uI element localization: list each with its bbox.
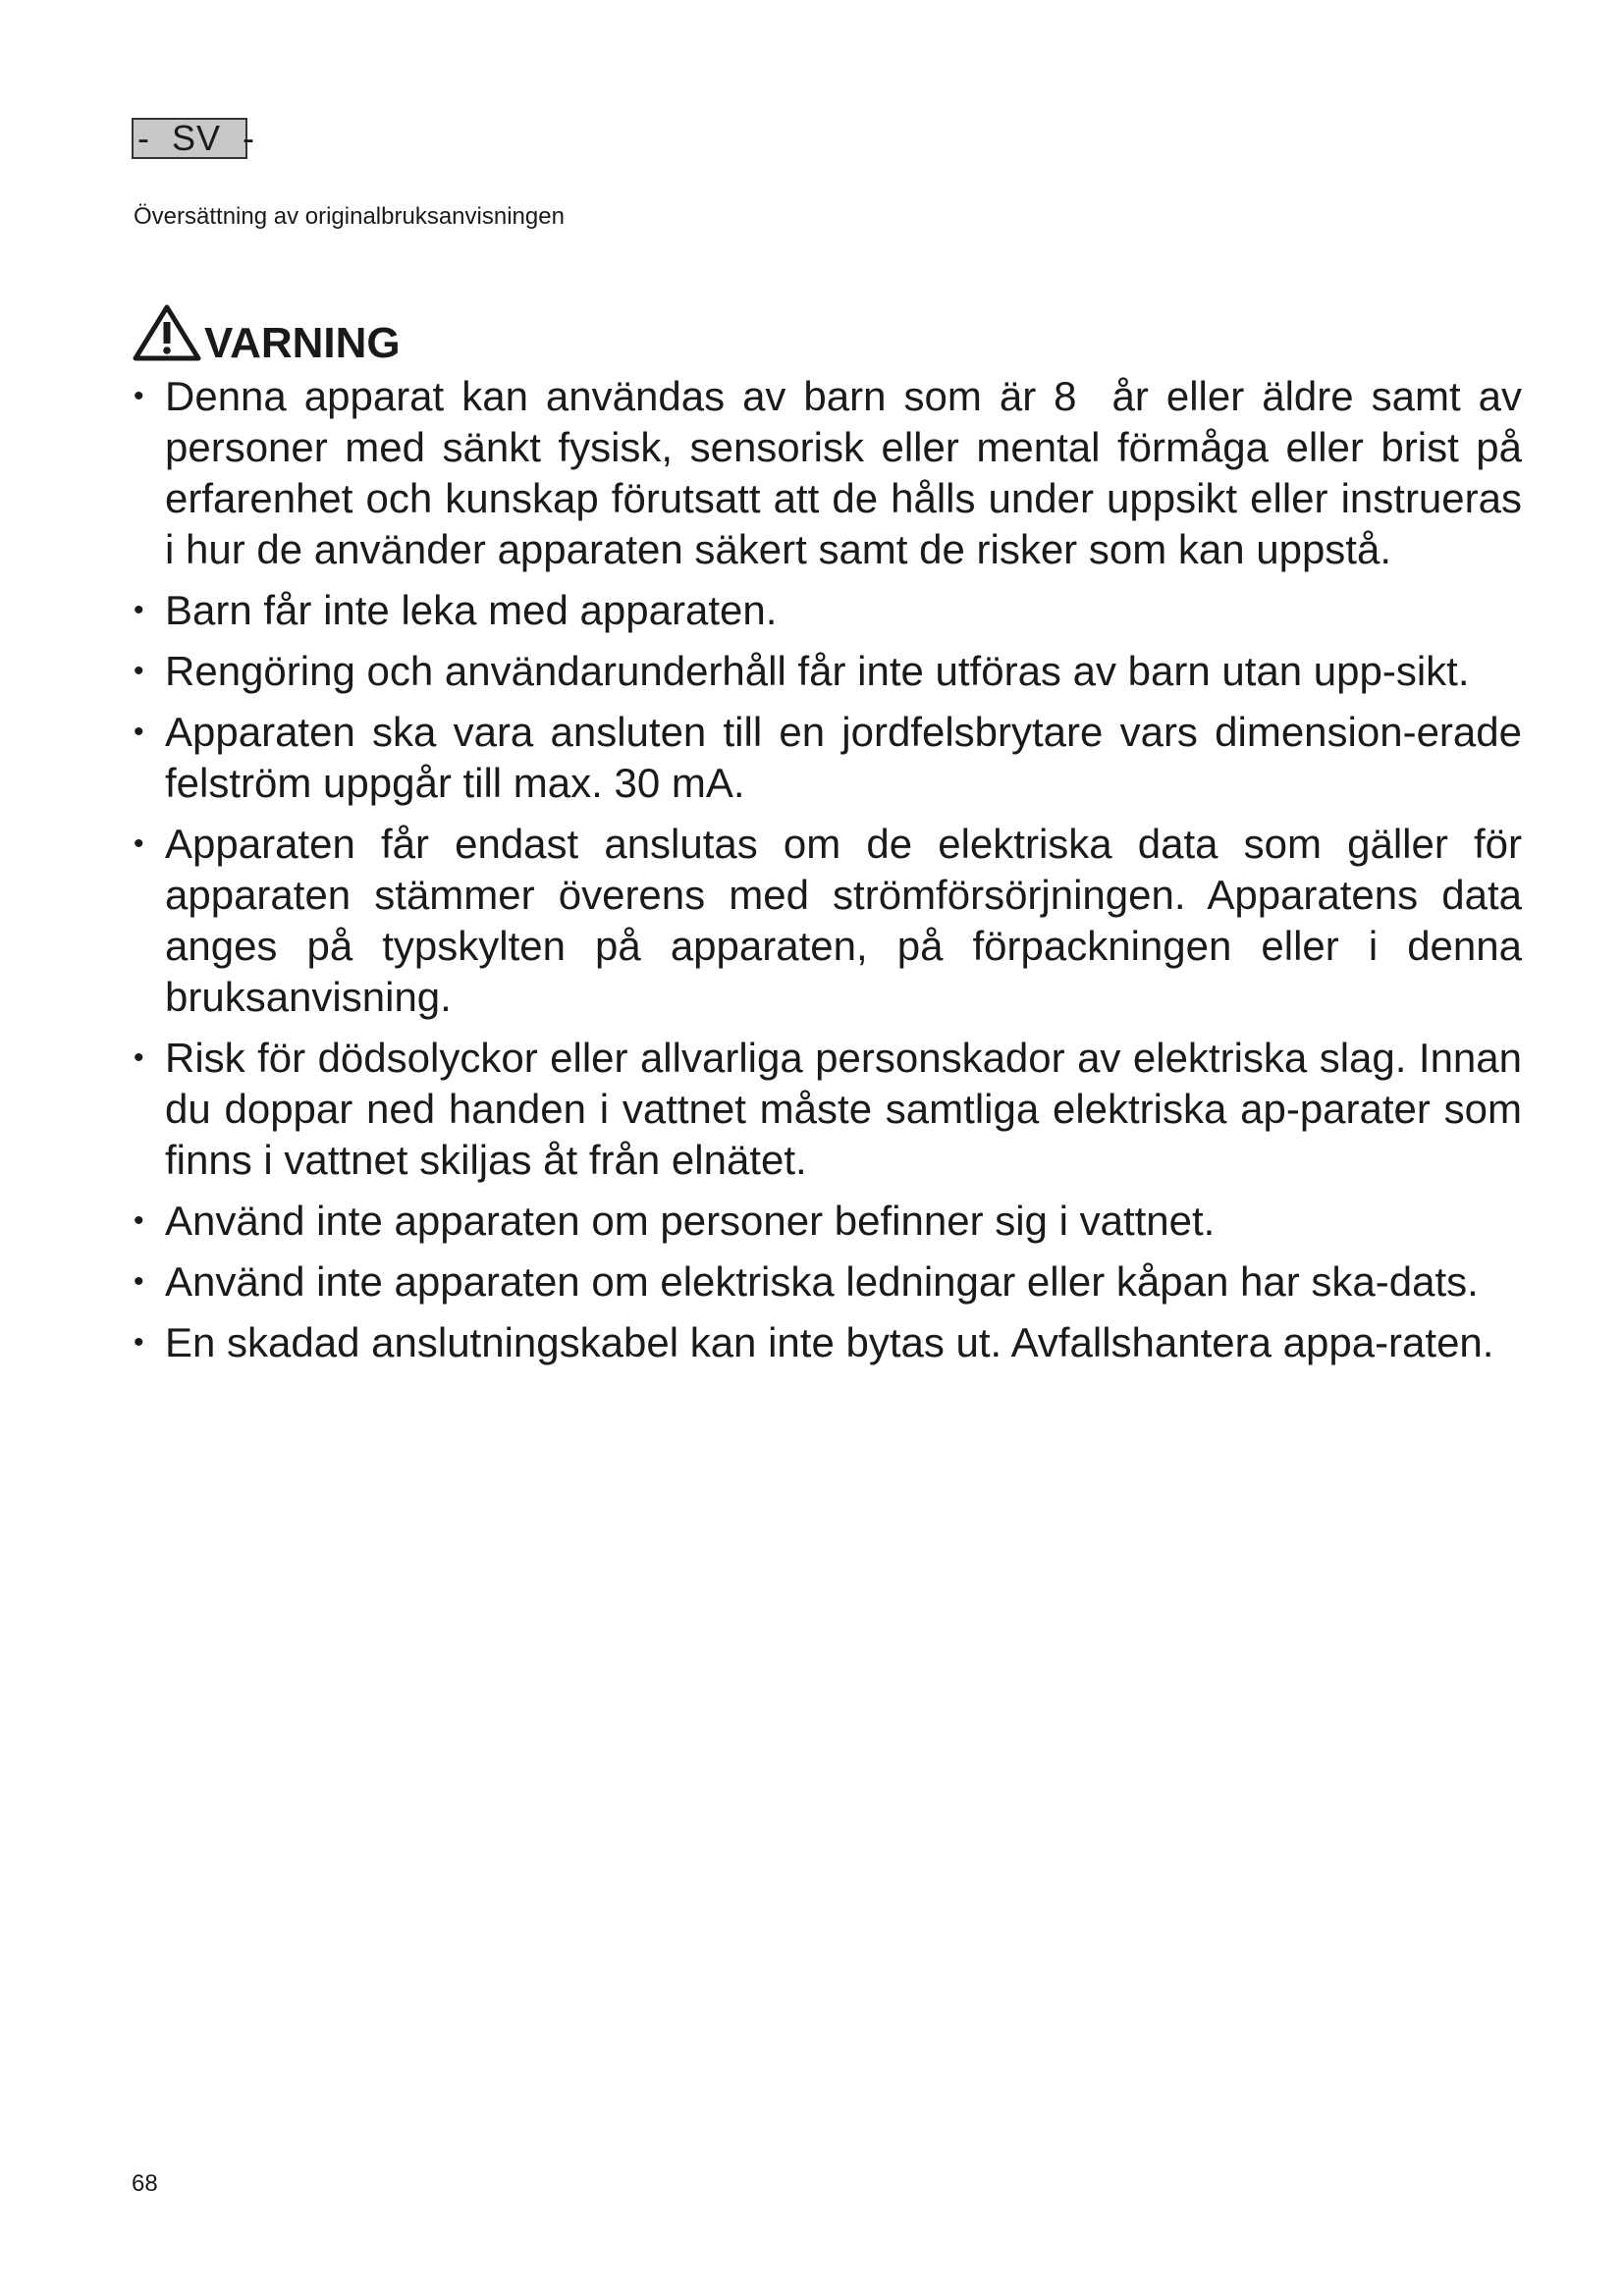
language-badge: - SV - (132, 118, 247, 159)
warning-item-text: Denna apparat kan användas av barn som är 8 år eller äldre samt av personer med sänkt fysisk, sensorisk eller mental förmåga eller brist på erfarenhet och kunskap förutsatt att de hålls under uppsikt eller instrueras i hur de använder apparaten säkert samt de risker som kan uppstå. (165, 373, 1534, 572)
warning-item-text: Apparaten ska vara ansluten till en jordfelsbrytare vars dimension-erade felström uppgår till max. 30 mA. (165, 709, 1534, 806)
bullet: • (134, 1265, 144, 1298)
translation-subtitle: Översättning av originalbruksanvisningen (134, 203, 565, 230)
bullet: • (134, 828, 144, 860)
warning-item (132, 371, 1534, 575)
bullet: • (134, 655, 144, 687)
warning-item-text: Barn får inte leka med apparaten. (165, 587, 778, 633)
warning-item-text: Apparaten får endast anslutas om de elektriska data som gäller för apparaten stämmer överens med strömförsörjningen. Apparatens data anges på typskylten på apparaten, på förpackningen eller i denna bruksanvisning. (165, 821, 1534, 1020)
warning-item (132, 585, 1522, 636)
warning-item-text: Använd inte apparaten om personer befinner sig i vattnet. (165, 1198, 1216, 1244)
bullet: • (134, 716, 144, 748)
bullet: • (134, 380, 144, 412)
warning-item-text: Rengöring och användarunderhåll får inte utföras av barn utan upp-sikt. (165, 648, 1470, 694)
warning-title: VARNING (204, 319, 401, 367)
warning-item (132, 646, 1522, 697)
bullet: • (134, 1326, 144, 1359)
bullet: • (134, 1204, 144, 1237)
warning-item (132, 1196, 1522, 1247)
warning-item (132, 1033, 1534, 1186)
warning-list (132, 371, 1534, 1378)
warning-item-text: Använd inte apparaten om elektriska ledningar eller kåpan har ska-dats. (165, 1258, 1479, 1305)
bullet: • (134, 1041, 144, 1074)
warning-item (132, 707, 1534, 809)
bullet: • (134, 594, 144, 626)
warning-triangle-icon (132, 302, 202, 363)
warning-item (132, 1256, 1522, 1308)
warning-item-text: Risk för dödsolyckor eller allvarliga personskador av elektriska slag. Innan du doppar ned handen i vattnet måste samtliga elektriska ap-parater som finns i vattnet skiljas åt från elnätet. (165, 1035, 1534, 1183)
warning-item (132, 1317, 1522, 1368)
page-number: 68 (132, 2170, 158, 2197)
warning-item-text: En skadad anslutningskabel kan inte bytas ut. Avfallshantera appa-raten. (165, 1319, 1494, 1365)
warning-heading (132, 294, 401, 367)
warning-item (132, 819, 1534, 1023)
